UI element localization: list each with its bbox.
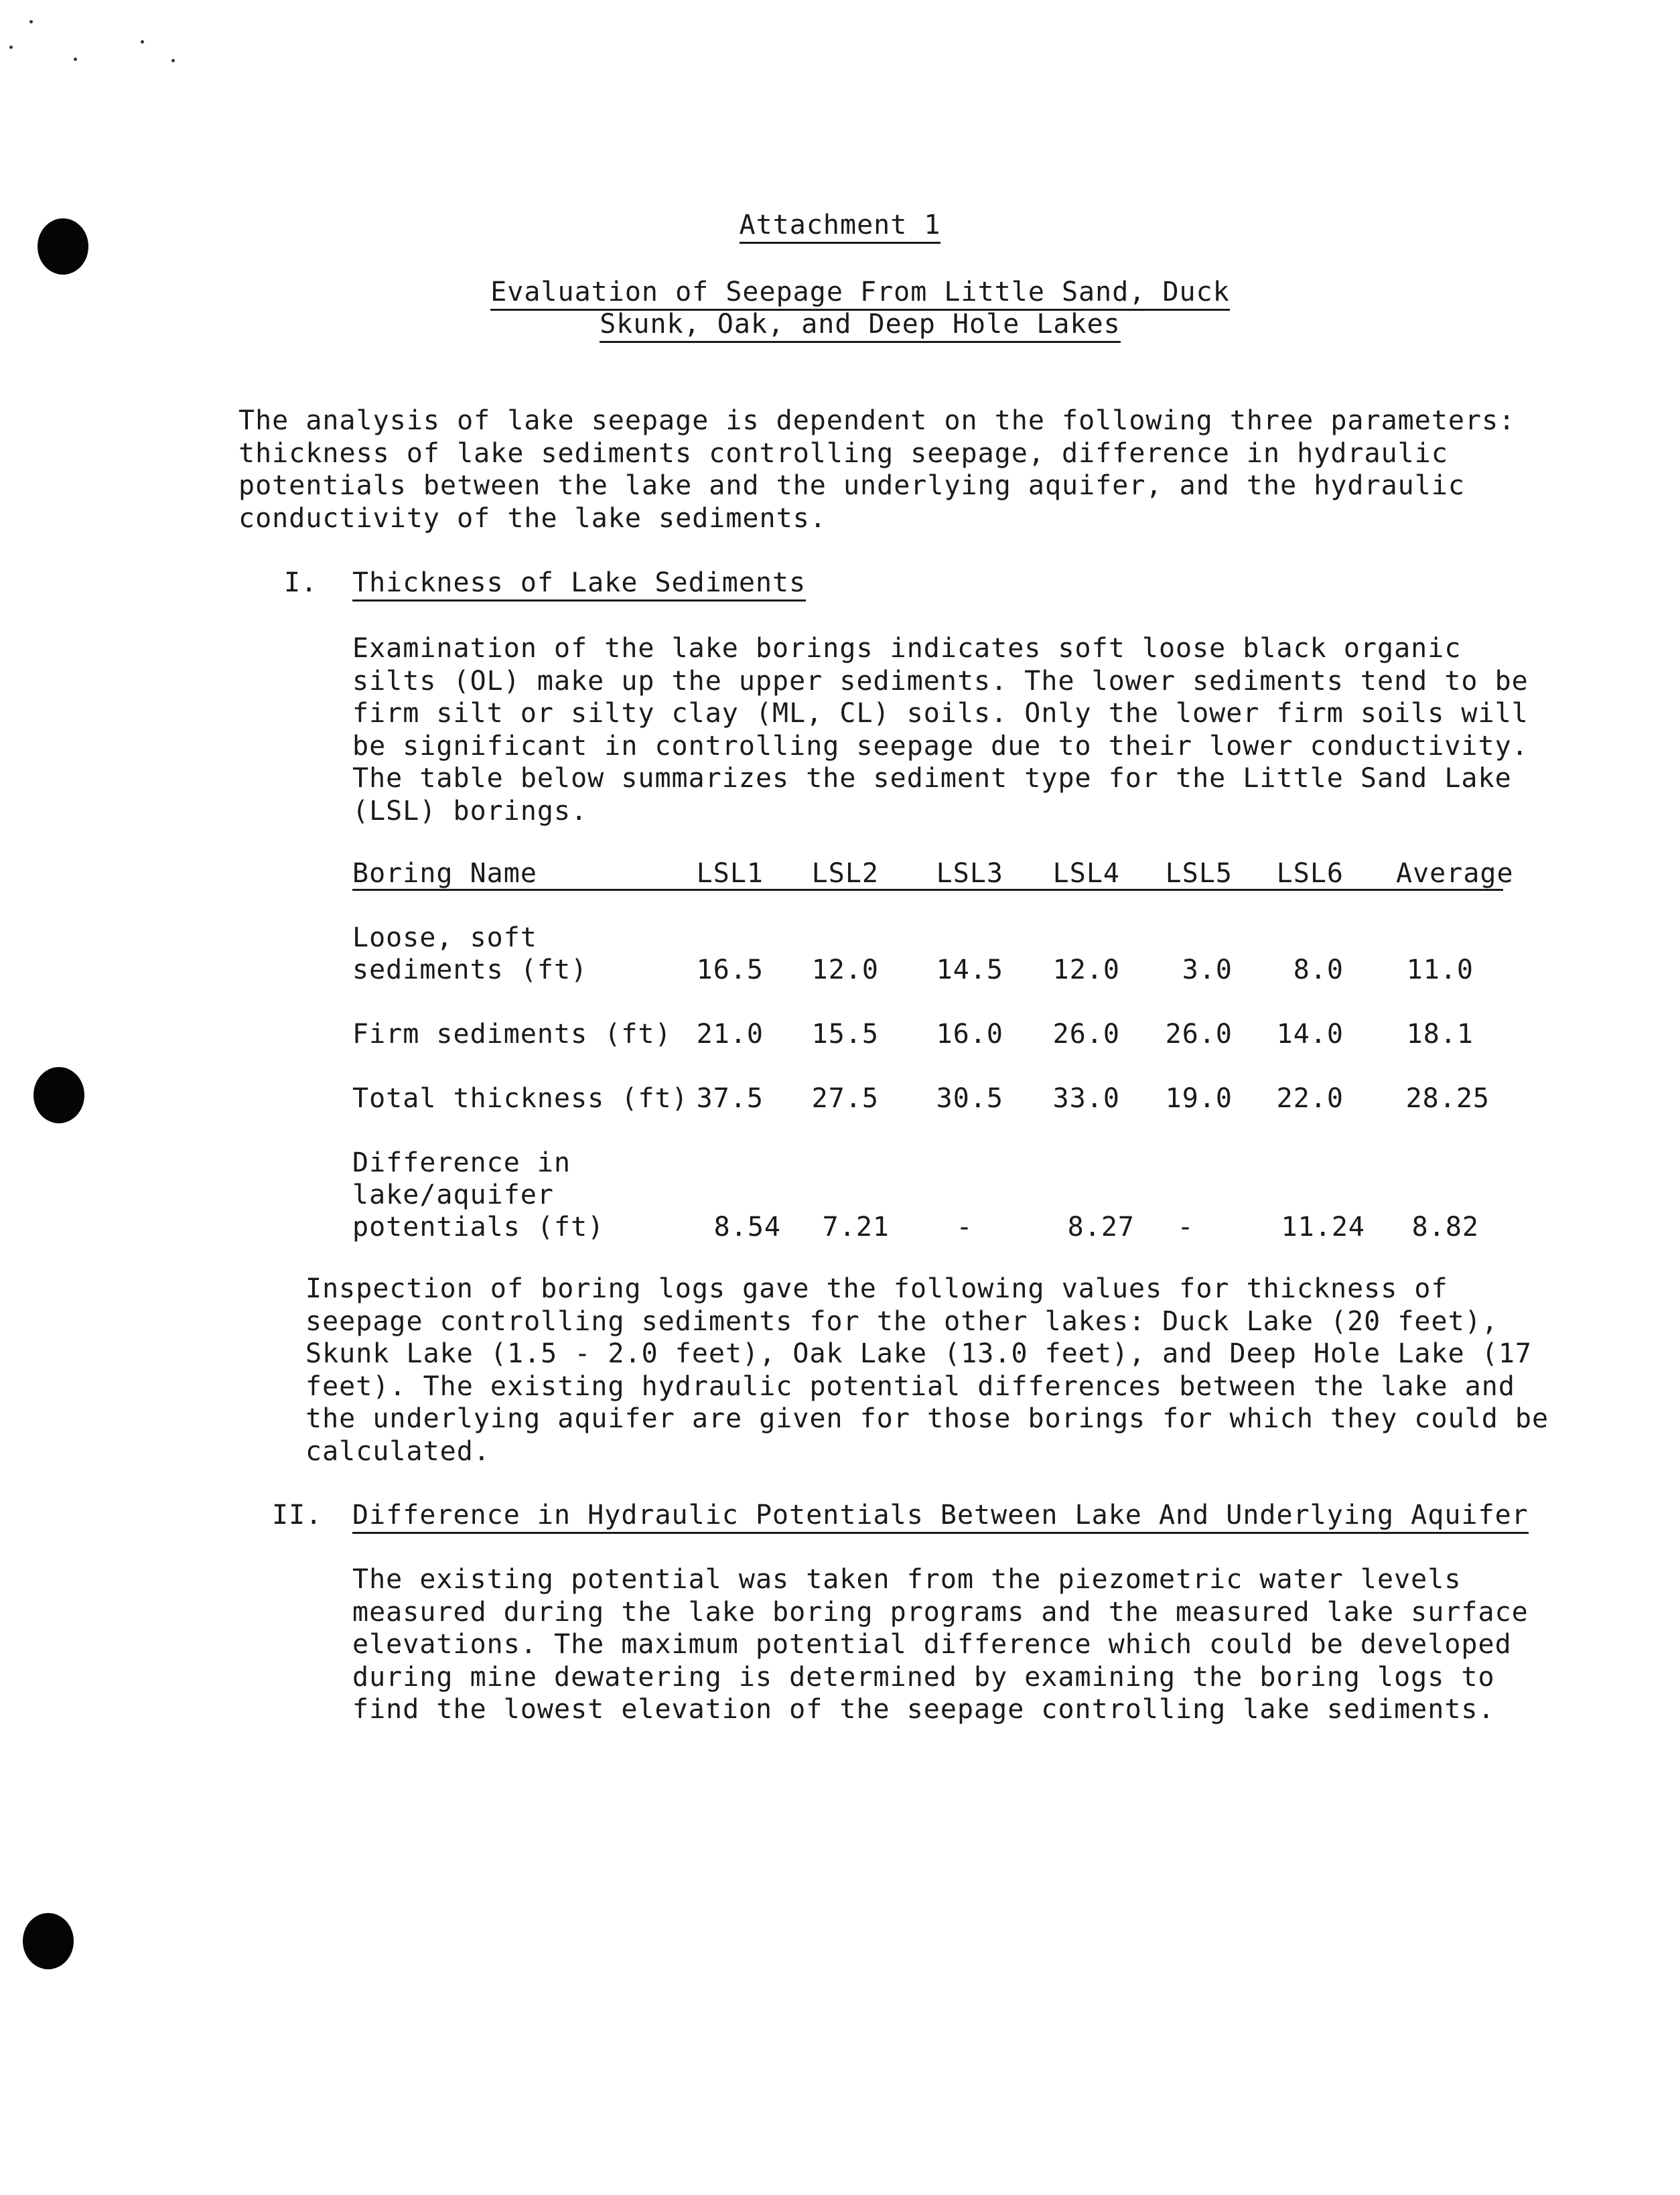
table-header-col: Average xyxy=(1396,858,1514,889)
table-cell: 26.0 xyxy=(1052,1019,1120,1050)
table-header-col: LSL2 xyxy=(811,858,879,889)
document-title-line-2: Skunk, Oak, and Deep Hole Lakes xyxy=(0,308,1680,340)
scan-speck xyxy=(29,20,33,23)
intro-paragraph: The analysis of lake seepage is dependent on the following three parameters: thickness of lake sediments controlling seepage, difference in hydraulic potentials between the lake and the underlying aquifer, and the hydraulic conductivity of the lake sediments. xyxy=(238,405,1516,534)
table-cell: 26.0 xyxy=(1165,1019,1233,1050)
table-cell: 8.0 xyxy=(1293,954,1344,985)
table-cell: 14.0 xyxy=(1276,1019,1344,1050)
table-cell: 8.27 xyxy=(1067,1212,1135,1243)
section-1-numeral: I. xyxy=(284,567,318,598)
table-cell: 16.5 xyxy=(696,954,764,985)
table-cell: 18.1 xyxy=(1406,1019,1474,1050)
table-cell: 16.0 xyxy=(936,1019,1003,1050)
table-cell: - xyxy=(956,1212,973,1243)
table-cell: 12.0 xyxy=(1052,954,1120,985)
table-row-label: Total thickness (ft) xyxy=(352,1083,689,1114)
table-cell: 27.5 xyxy=(811,1083,879,1114)
section-1-body: Examination of the lake borings indicates soft loose black organic silts (OL) make up the upper sediments. The lower sediments tend to be firm silt or silty clay (ML, CL) soils. Only the lower firm soils will be significant in controlling seepage due to their lower conductivity. The table below summarizes the sediment type for the Little Sand Lake (LSL) borings. xyxy=(352,633,1529,827)
table-cell: 21.0 xyxy=(696,1019,764,1050)
table-header-col: LSL1 xyxy=(696,858,764,889)
document-title-line-1: Evaluation of Seepage From Little Sand, Duck xyxy=(0,276,1680,308)
table-cell: - xyxy=(1177,1212,1194,1243)
punch-hole-middle xyxy=(33,1067,84,1123)
table-cell: 8.54 xyxy=(713,1212,781,1243)
table-cell: 14.5 xyxy=(936,954,1003,985)
table-header-label: Boring Name xyxy=(352,858,537,889)
scan-speck xyxy=(141,40,144,44)
table-row-label: Difference in xyxy=(352,1147,571,1178)
section-1-heading: Thickness of Lake Sediments xyxy=(352,567,806,599)
punch-hole-bottom xyxy=(23,1913,74,1969)
table-cell: 33.0 xyxy=(1052,1083,1120,1114)
table-cell: 28.25 xyxy=(1405,1083,1490,1114)
attachment-title: Attachment 1 xyxy=(0,209,1680,241)
scan-speck xyxy=(171,59,175,62)
table-cell: 3.0 xyxy=(1182,954,1233,985)
scan-speck xyxy=(74,58,77,61)
table-header-rule xyxy=(352,889,1503,891)
table-cell: 11.0 xyxy=(1406,954,1474,985)
table-cell: 7.21 xyxy=(822,1212,890,1243)
table-cell: 11.24 xyxy=(1281,1212,1365,1243)
table-cell: 22.0 xyxy=(1276,1083,1344,1114)
inspection-paragraph: Inspection of boring logs gave the following values for thickness of seepage controlling sediments for the other lakes: Duck Lake (20 feet), Skunk Lake (1.5 - 2.0 feet), Oak Lake (13.0 feet), and Deep Hole Lake (17 feet). The existing hydraulic potential differences between the lake and the underlying aquifer are given for those borings for which they could be calculated. xyxy=(305,1273,1549,1467)
section-2-body: The existing potential was taken from the piezometric water levels measured during the lake boring programs and the measured lake surface elevations. The maximum potential difference which could be developed during mine dewatering is determined by examining the boring logs to find the lowest elevation of the seepage controlling lake sediments. xyxy=(352,1564,1529,1725)
table-header-col: LSL6 xyxy=(1276,858,1344,889)
table-cell: 37.5 xyxy=(696,1083,764,1114)
table-cell: 19.0 xyxy=(1165,1083,1233,1114)
section-2-heading: Difference in Hydraulic Potentials Between Lake And Underlying Aquifer xyxy=(352,1499,1529,1531)
table-cell: 12.0 xyxy=(811,954,879,985)
table-row-label: Loose, soft xyxy=(352,922,537,953)
table-header-col: LSL5 xyxy=(1165,858,1233,889)
table-row-label: sediments (ft) xyxy=(352,954,588,985)
table-row-label: Firm sediments (ft) xyxy=(352,1019,672,1050)
scan-speck xyxy=(9,46,13,49)
table-cell: 30.5 xyxy=(936,1083,1003,1114)
table-row-label: potentials (ft) xyxy=(352,1212,605,1243)
table-row-label: lake/aquifer xyxy=(352,1180,554,1210)
table-cell: 8.82 xyxy=(1411,1212,1479,1243)
table-header-col: LSL4 xyxy=(1052,858,1120,889)
table-header-col: LSL3 xyxy=(936,858,1003,889)
table-cell: 15.5 xyxy=(811,1019,879,1050)
section-2-numeral: II. xyxy=(272,1500,323,1531)
